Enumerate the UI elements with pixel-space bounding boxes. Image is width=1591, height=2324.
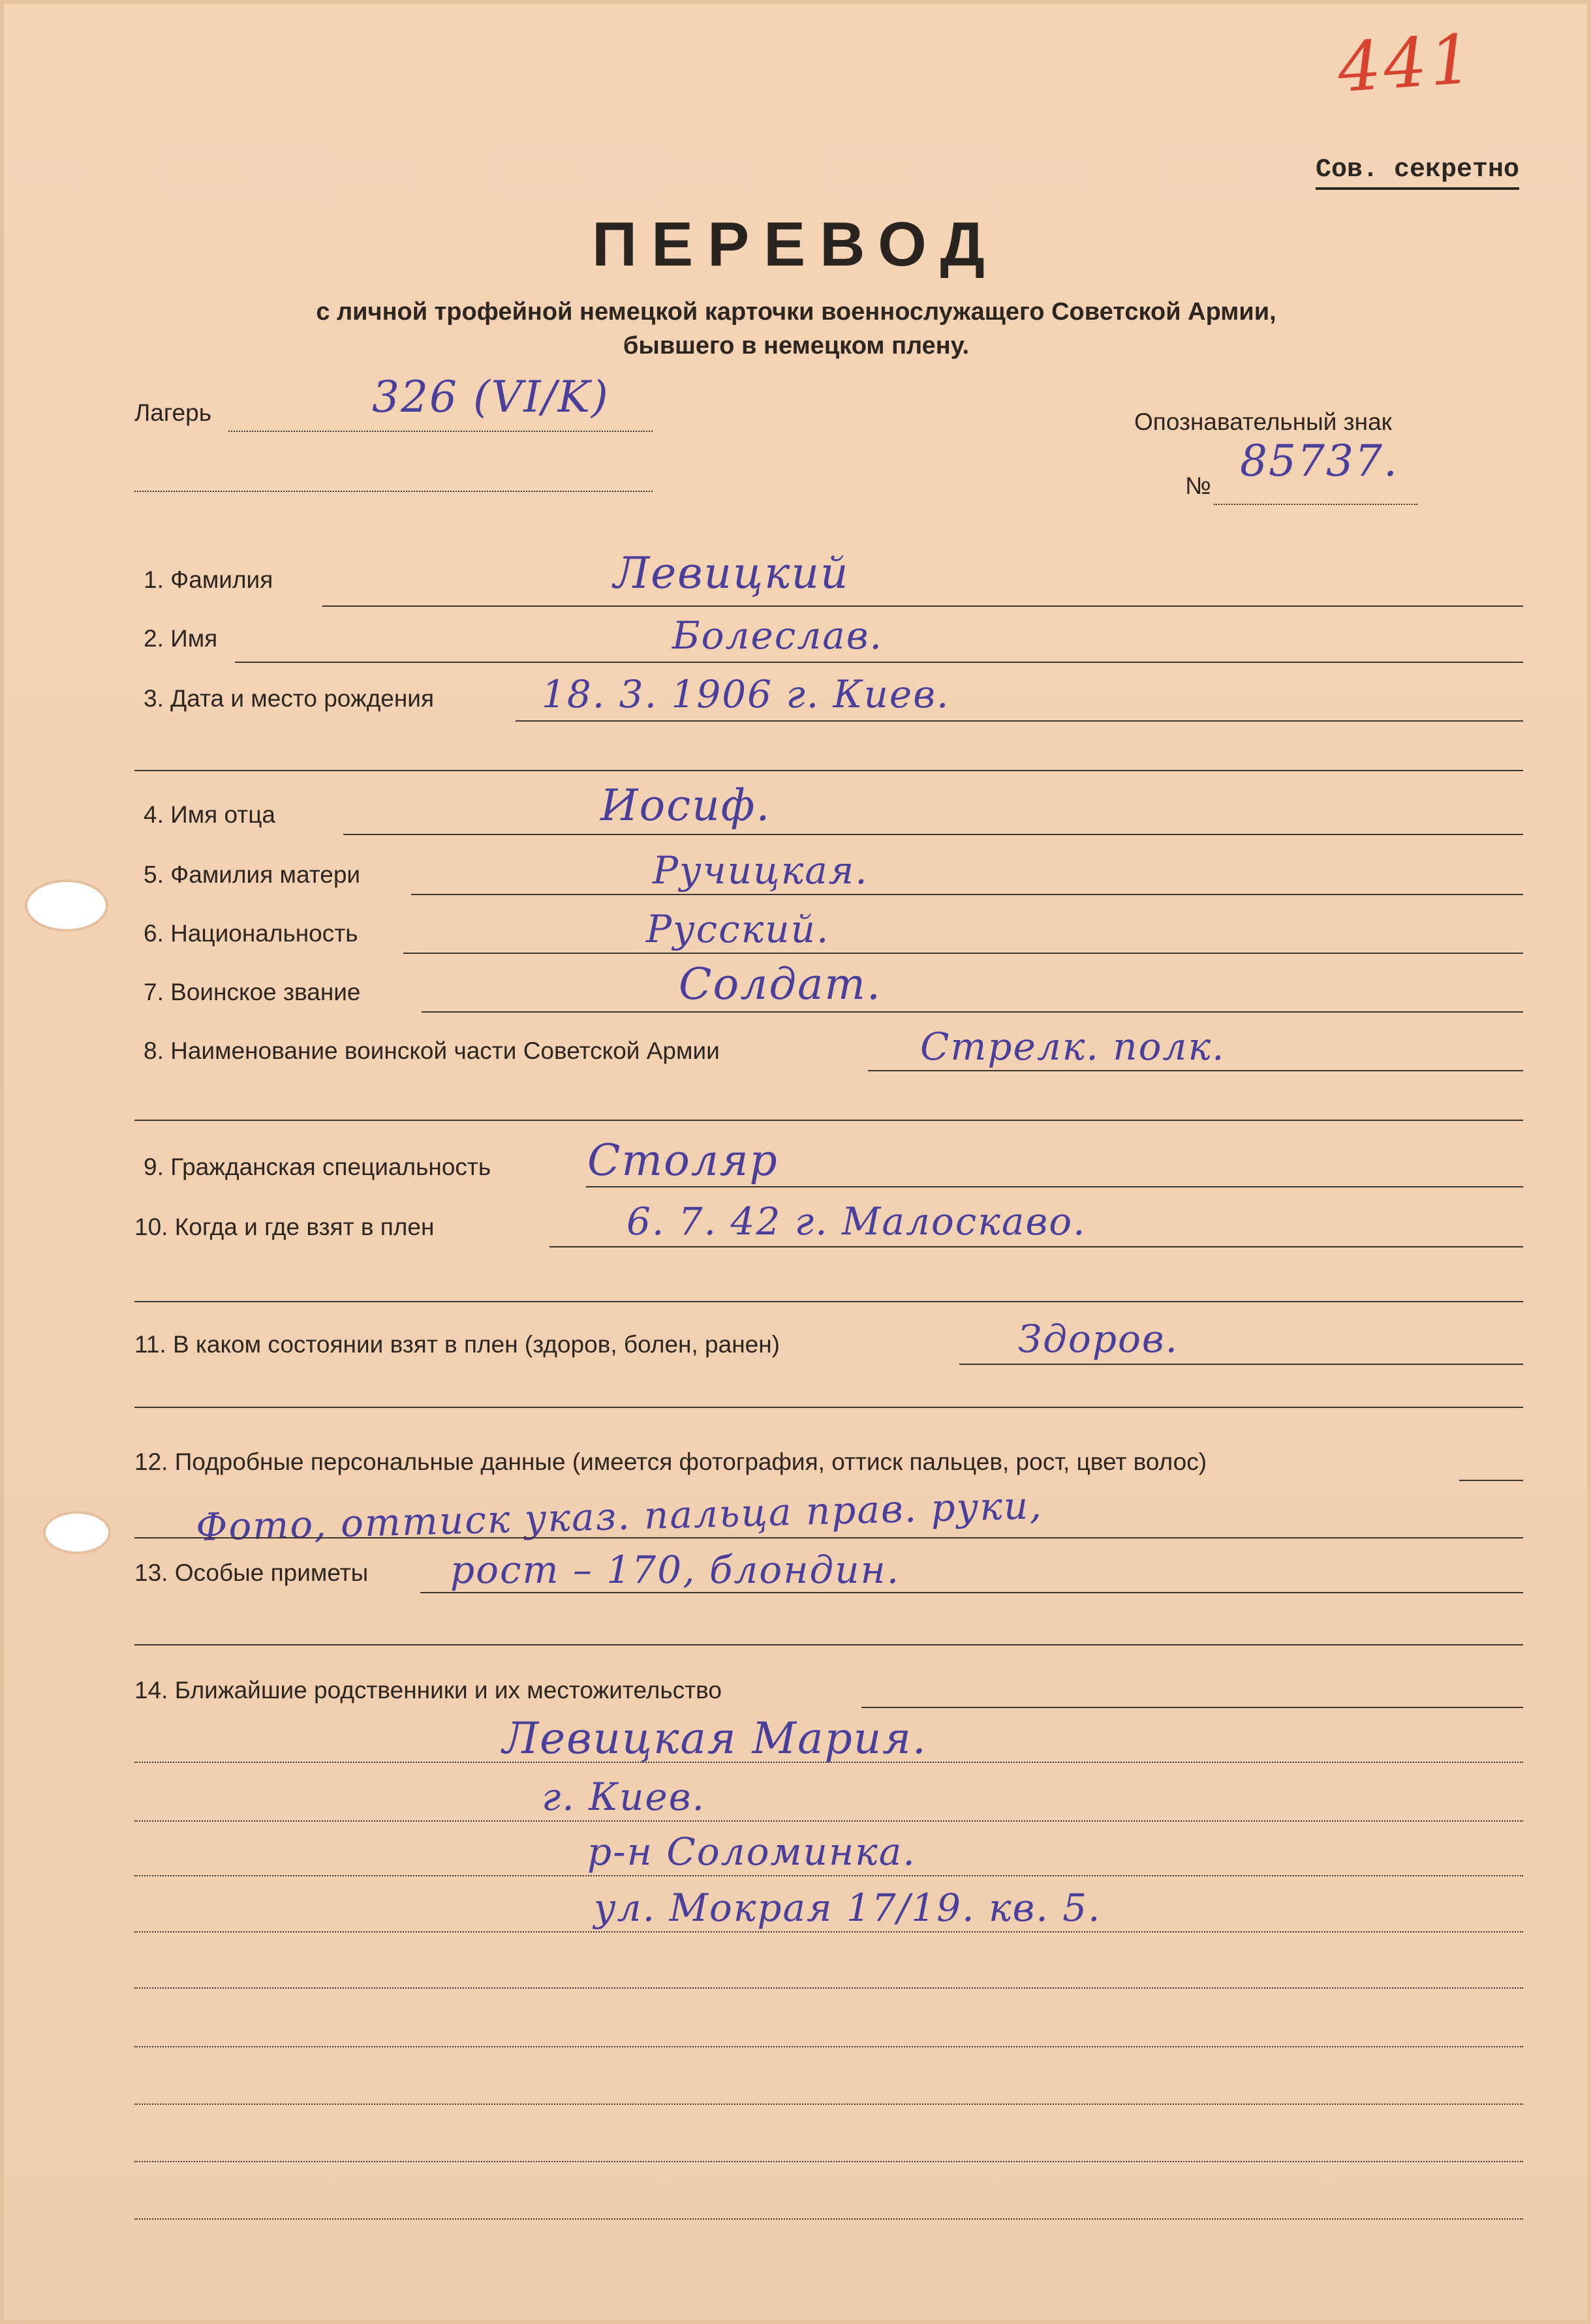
relatives-line-4: ул. Мокрая 17/19. кв. 5. [594, 1886, 1102, 1930]
special-marks-value: рост – 170, блондин. [450, 1548, 901, 1592]
subtitle-line-2: бывшего в немецком плену. [623, 332, 970, 359]
camp-value: 326 (VI/K) [372, 372, 610, 422]
relatives-rule-9 [134, 2161, 1523, 2162]
rank-rule [422, 1011, 1523, 1013]
page-title: ПЕРЕВОД [592, 209, 999, 279]
relatives-line-3: р-н Соломинка. [587, 1829, 916, 1874]
id-number-value: 85737. [1240, 436, 1398, 486]
camp-label: Лагерь [134, 399, 211, 426]
father-name-value: Иосиф. [600, 780, 771, 831]
capture-rule-2 [134, 1301, 1523, 1302]
relatives-rule-8 [134, 2103, 1523, 2105]
relatives-rule [861, 1707, 1523, 1708]
special-marks-rule [420, 1592, 1523, 1593]
condition-value: Здоров. [1018, 1317, 1179, 1361]
father-name-rule [343, 834, 1523, 835]
first-name-label: 2. Имя [144, 625, 218, 652]
surname-label: 1. Фамилия [144, 566, 273, 593]
special-marks-label: 13. Особые приметы [134, 1559, 369, 1586]
mother-surname-value: Ручицкая. [653, 848, 869, 893]
handwritten-corner-number: 441 [1335, 18, 1478, 108]
birth-value: 18. 3. 1906 г. Киев. [542, 672, 950, 716]
birth-label: 3. Дата и место рождения [144, 685, 434, 712]
condition-label: 11. В каком состоянии взят в плен (здоров, болен, ранен) [134, 1331, 780, 1358]
relatives-rule-6 [134, 1987, 1523, 1989]
rank-label: 7. Воинское звание [144, 979, 361, 1005]
capture-value: 6. 7. 42 г. Малоскаво. [626, 1199, 1087, 1244]
personal-data-value: Фото, оттиск указ. пальца прав. руки, [195, 1483, 1043, 1550]
rank-value: Солдат. [679, 959, 882, 1009]
capture-label: 10. Когда и где взят в плен [134, 1214, 435, 1240]
unit-rule-2 [134, 1120, 1523, 1121]
punch-hole-upper [27, 882, 106, 929]
mother-surname-rule [411, 894, 1523, 895]
personal-data-label: 12. Подробные персональные данные (имеется фотография, оттиск пальцев, рост, цвет волос) [134, 1448, 1207, 1475]
profession-value: Столяр [587, 1135, 779, 1185]
first-name-value: Болеслав. [672, 613, 883, 658]
mother-surname-label: 5. Фамилия матери [144, 861, 361, 888]
condition-rule-2 [134, 1407, 1523, 1408]
condition-rule [959, 1364, 1523, 1365]
relatives-line-2: г. Киев. [542, 1775, 705, 1819]
surname-rule [322, 605, 1523, 607]
birth-rule [516, 720, 1523, 722]
id-tag-label: Опознавательный знак [1134, 408, 1392, 435]
surname-value: Левицкий [613, 548, 850, 598]
camp-rule-2 [134, 491, 653, 492]
relatives-rule-4 [134, 1875, 1523, 1876]
relatives-rule-5 [134, 1931, 1523, 1933]
punch-hole-lower [46, 1514, 108, 1552]
nationality-value: Русский. [646, 907, 830, 951]
capture-rule [549, 1246, 1523, 1247]
relatives-rule-10 [134, 2218, 1523, 2220]
nationality-label: 6. Национальность [144, 920, 358, 947]
id-number-label: № [1185, 472, 1211, 499]
unit-value: Стрелк. полк. [920, 1024, 1226, 1069]
camp-rule [228, 431, 653, 432]
personal-data-rule-2 [134, 1537, 1523, 1538]
relatives-rule-2 [134, 1762, 1523, 1763]
classification-label: Сов. секретно [1316, 155, 1519, 190]
relatives-rule-3 [134, 1820, 1523, 1822]
first-name-rule [235, 662, 1523, 663]
father-name-label: 4. Имя отца [144, 801, 275, 828]
relatives-rule-7 [134, 2046, 1523, 2047]
profession-rule [586, 1186, 1523, 1187]
special-marks-rule-2 [134, 1644, 1523, 1645]
id-number-rule [1214, 504, 1417, 505]
personal-data-rule [1459, 1480, 1523, 1481]
profession-label: 9. Гражданская специальность [144, 1154, 491, 1180]
subtitle [189, 295, 1403, 363]
subtitle-line-1: с личной трофейной немецкой карточки военнослужащего Советской Армии, [316, 298, 1276, 326]
birth-rule-2 [134, 770, 1523, 771]
unit-label: 8. Наименование воинской части Советской Армии [144, 1037, 720, 1064]
relatives-line-1: Левицкая Мария. [502, 1713, 927, 1764]
relatives-label: 14. Ближайшие родственники и их местожительство [134, 1677, 722, 1704]
nationality-rule [403, 953, 1523, 954]
unit-rule [868, 1070, 1523, 1071]
